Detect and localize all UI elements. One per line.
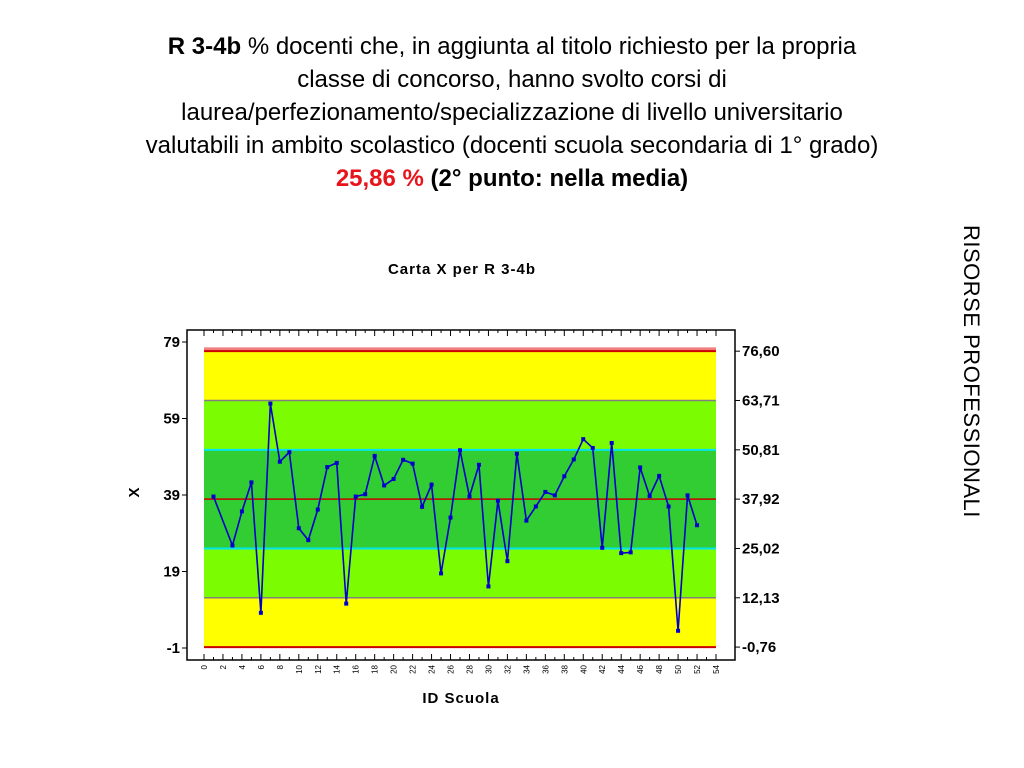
x-tick-label: 32 (503, 665, 513, 674)
data-point (249, 480, 253, 484)
y-tick-label-left: 39 (163, 487, 180, 504)
data-point (363, 492, 367, 496)
data-point (411, 462, 415, 466)
data-point (401, 458, 405, 462)
indicator-value: 25,86 % (335, 165, 424, 192)
data-point (268, 402, 272, 406)
data-point (467, 495, 471, 499)
x-tick-label: 10 (294, 665, 304, 674)
data-point (458, 448, 462, 452)
data-point (524, 519, 528, 523)
y-tick-label-right: 76,60 (742, 343, 780, 361)
x-axis-label: ID Scuola (422, 690, 500, 707)
data-point (230, 543, 234, 547)
title-line-4: valutabili in ambito scolastico (docenti scuola secondaria di 1° grado) (145, 132, 879, 159)
data-point (325, 465, 329, 469)
data-point (439, 571, 443, 575)
y-tick-label-right: 12,13 (742, 589, 780, 607)
data-point (211, 495, 215, 499)
y-tick-label-left: 19 (163, 563, 180, 581)
data-point (316, 508, 320, 512)
zone-upper-light-green (204, 400, 716, 449)
data-point (240, 509, 244, 513)
x-tick-label: 54 (712, 665, 721, 674)
data-point (287, 450, 291, 454)
data-point (534, 504, 538, 508)
data-point (553, 493, 557, 497)
data-point (619, 551, 623, 555)
data-point (676, 629, 680, 633)
x-tick-label: 12 (313, 665, 323, 674)
x-tick-label: 34 (522, 665, 532, 674)
y-axis-right-ticks (735, 343, 780, 656)
title-line-3: laurea/perfezionamento/specializzazione di livello universitario (181, 99, 843, 126)
y-axis-label: X (126, 486, 143, 498)
x-tick-label: 46 (636, 665, 646, 674)
data-point (638, 465, 642, 469)
x-tick-label: 36 (541, 665, 551, 674)
indicator-code: R 3-4b (167, 33, 242, 60)
data-point (297, 526, 301, 530)
x-tick-label: 4 (237, 665, 247, 670)
y-tick-label-left: -1 (166, 640, 180, 657)
zone-lower-light-green (204, 548, 716, 597)
x-tick-label: 52 (693, 665, 703, 674)
x-tick-label: 26 (446, 665, 456, 674)
data-point (562, 474, 566, 478)
x-tick-label: 44 (617, 665, 627, 674)
chart-title: Carta X per R 3-4b (387, 261, 537, 278)
x-tick-label: 28 (465, 665, 475, 674)
x-tick-label: 30 (484, 665, 494, 674)
x-tick-label: 24 (427, 665, 437, 674)
data-point (344, 602, 348, 606)
x-tick-label: 20 (389, 665, 399, 674)
zone-upper-yellow (204, 351, 716, 400)
title-line-2: classe di concorso, hanno svolto corsi di (297, 66, 727, 93)
data-point (259, 611, 263, 615)
data-point (278, 460, 282, 464)
data-point (392, 477, 396, 481)
x-tick-label: 48 (655, 665, 665, 674)
data-point (686, 493, 690, 497)
data-point (515, 452, 519, 456)
data-point (430, 483, 434, 487)
data-point (449, 516, 453, 520)
y-tick-label-right: -0,76 (742, 639, 777, 657)
chart-zones (204, 347, 716, 647)
zone-lower-yellow (204, 598, 716, 647)
data-point (581, 437, 585, 441)
data-point (373, 454, 377, 458)
data-point (572, 457, 576, 461)
title-line-1: % docenti che, in aggiunta al titolo richiesto per la propria (241, 33, 857, 60)
x-tick-label: 50 (674, 665, 684, 674)
data-point (629, 550, 633, 554)
y-axis-left-ticks (163, 334, 187, 657)
x-tick-label: 6 (256, 665, 266, 670)
x-tick-label: 2 (218, 665, 228, 670)
indicator-note: (2° punto: nella media) (423, 165, 689, 192)
data-point (477, 463, 481, 467)
data-point (610, 441, 614, 445)
y-tick-label-right: 63,71 (742, 392, 780, 410)
y-tick-label-right: 37,92 (742, 491, 780, 509)
data-point (354, 495, 358, 499)
x-tick-label: 16 (351, 665, 361, 674)
data-point (335, 461, 339, 465)
data-point (667, 504, 671, 508)
y-tick-label-left: 79 (163, 334, 180, 351)
data-point (543, 490, 547, 494)
y-tick-label-right: 25,02 (742, 540, 780, 558)
data-point (486, 584, 490, 588)
data-point (496, 499, 500, 503)
x-tick-label: 18 (370, 665, 380, 674)
x-tick-label: 38 (560, 665, 570, 674)
data-point (306, 538, 310, 542)
data-point (505, 559, 509, 563)
y-tick-label-right: 50,81 (742, 441, 780, 459)
data-point (657, 474, 661, 478)
x-tick-label: 0 (200, 665, 209, 670)
side-section-label: RISORSE PROFESSIONALI (959, 225, 984, 518)
data-point (648, 494, 652, 498)
data-point (382, 483, 386, 487)
x-tick-label: 42 (598, 665, 608, 674)
data-point (420, 505, 424, 509)
x-tick-label: 14 (332, 665, 342, 674)
x-tick-label: 22 (408, 665, 418, 674)
x-tick-label: 40 (579, 665, 589, 674)
data-point (600, 546, 604, 550)
data-point (591, 446, 595, 450)
y-tick-label-left: 59 (163, 410, 180, 428)
x-tick-label: 8 (275, 665, 285, 670)
data-point (695, 523, 699, 527)
